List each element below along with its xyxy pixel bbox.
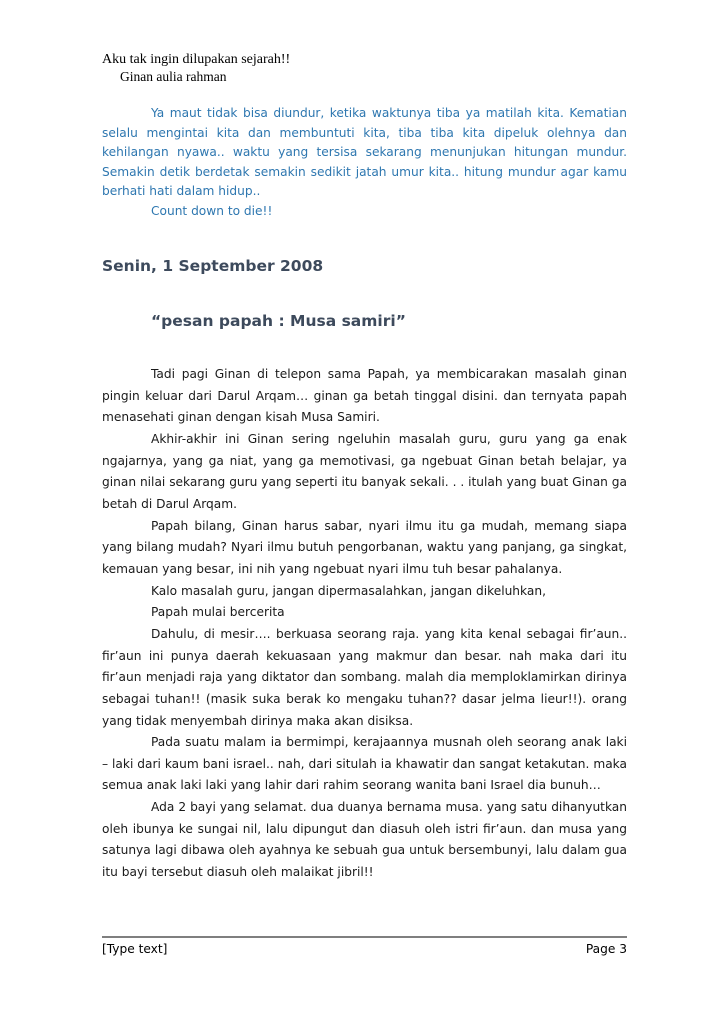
body-paragraph: Tadi pagi Ginan di telepon sama Papah, ya membicarakan masalah ginan pingin keluar dari Darul Arqam… ginan ga betah tinggal disini. dan ternyata papah menasehati ginan dengan kisah Musa Samiri. [102, 367, 627, 425]
entry-subtitle: “pesan papah : Musa samiri” [151, 312, 406, 330]
body-paragraph: Akhir-akhir ini Ginan sering ngeluhin masalah guru, guru yang ga enak ngajarnya, yang ga niat, yang ga memotivasi, ga ngebuat Ginan betah belajar, ya ginan nilai sekarang guru yang seperti itu banyak sekali. . . itulah yang buat Ginan ga betah di Darul Arqam. [102, 431, 627, 511]
intro-paragraph: Ya maut tidak bisa diundur, ketika waktunya tiba ya matilah kita. Kematian selalu mengintai kita dan membuntuti kita, tiba tiba kita dipeluk olehnya dan kehilangan nyawa.. waktu yang tersisa sekarang menunjukan hitungan mundur. Semakin detik berdetak semakin sedikit jatah umur kita.. hitung mundur agar kamu berhati hati dalam hidup.. [102, 106, 627, 198]
body-paragraph: Pada suatu malam ia bermimpi, kerajaannya musnah oleh seorang anak laki – laki dari kaum bani israel.. nah, dari situlah ia khawatir dan sangat ketakutan. maka semua anak laki laki yang lahir dari rahim seorang wanita bani Israel dia bunuh… [102, 735, 627, 793]
page-number: Page 3 [585, 942, 627, 956]
body-paragraph: Papah bilang, Ginan harus sabar, nyari ilmu itu ga mudah, memang siapa yang bilang mudah? Nyari ilmu butuh pengorbanan, waktu yang panjang, ga singkat, kemauan yang besar, ini nih yang ngebuat nyari ilmu tuh besar pahalanya. [102, 518, 627, 576]
intro-block [102, 104, 627, 221]
entry-date-heading: Senin, 1 September 2008 [102, 257, 324, 275]
footer-divider [102, 936, 627, 938]
entry-body [102, 364, 627, 884]
body-paragraph: Dahulu, di mesir…. berkuasa seorang raja. yang kita kenal sebagai fir’aun.. fir’aun ini punya daerah kekuasaan yang makmur dan besar. nah maka dari itu fir’aun menjadi raja yang diktator dan sombang. malah dia memploklamirkan dirinya sebagai tuhan!! (masik suka berak ko mengaku tuhan?? dasar jelma lieur!!). orang yang tidak menyembah dirinya maka akan disiksa. [102, 626, 627, 728]
body-paragraph: Ada 2 bayi yang selamat. dua duanya bernama musa. yang satu dihanyutkan oleh ibunya ke sungai nil, lalu dipungut dan diasuh oleh istri fir’aun. dan musa yang satunya lagi dibawa oleh ayahnya ke sebuah gua untuk bersembunyi, lalu dalam gua itu bayi tersebut diasuh oleh malaikat jibril!! [102, 800, 627, 880]
body-paragraph: Kalo masalah guru, jangan dipermasalahkan, jangan dikeluhkan, [151, 583, 546, 598]
footer-placeholder-text[interactable]: [Type text] [102, 942, 168, 956]
countdown-line: Count down to die!! [151, 203, 273, 218]
body-paragraph: Papah mulai bercerita [151, 605, 285, 620]
document-title: Aku tak ingin dilupakan sejarah!! [102, 52, 291, 67]
author-name: Ginan aulia rahman [120, 69, 227, 84]
